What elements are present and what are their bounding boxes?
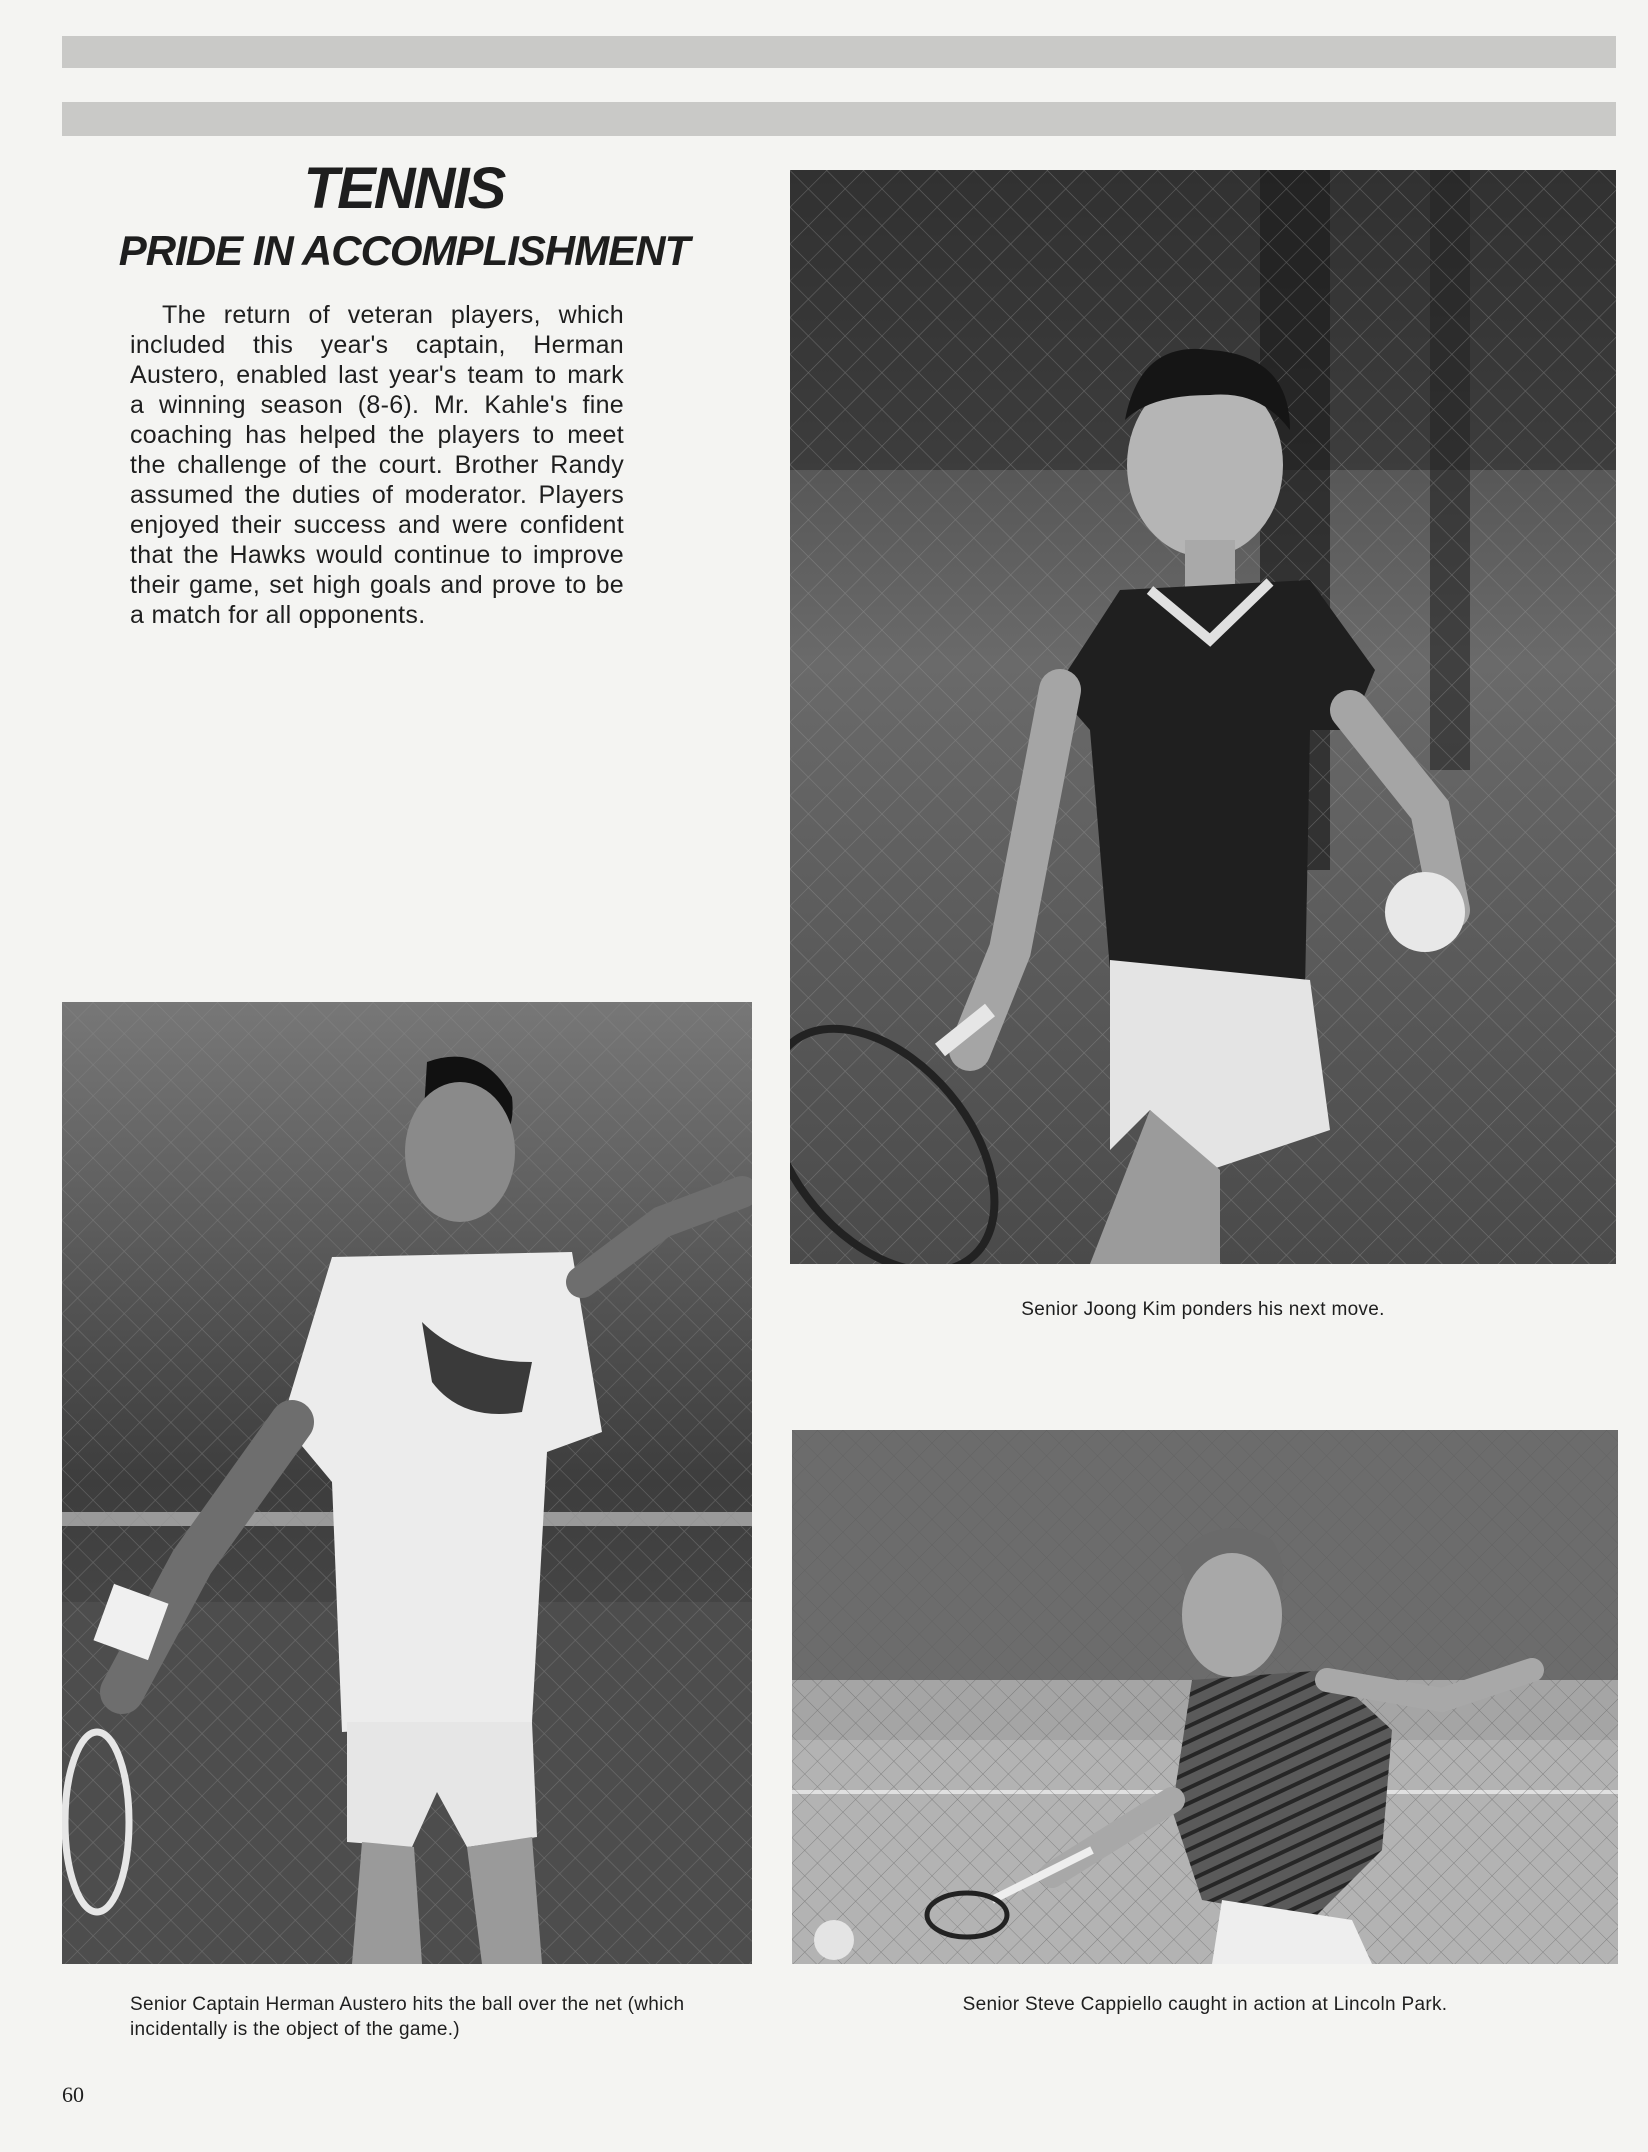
page-subtitle: PRIDE IN ACCOMPLISHMENT — [118, 227, 690, 274]
header-band-top — [62, 36, 1616, 68]
photo-herman-austero — [62, 1002, 752, 1964]
article-body: The return of veteran players, which included this year's captain, Herman Austero, enabled last year's team to mark a winning season (8-6). Mr. Kahle's fine coaching has helped the players to meet the challenge of the court. Brother Randy assumed the duties of moderator. Players enjoyed their success and were confident that the Hawks would continue to improve their game, set high goals and prove to be a match for all opponents. — [130, 301, 624, 629]
caption-joong-kim: Senior Joong Kim ponders his next move. — [1021, 1299, 1385, 1320]
photo-joong-kim — [790, 170, 1616, 1264]
page-title: TENNIS — [303, 156, 505, 221]
caption-herman-austero: Senior Captain Herman Austero hits the ball over the net (which incidentally is the object of the game.) — [130, 1994, 685, 2040]
caption-steve-cappiello: Senior Steve Cappiello caught in action at Lincoln Park. — [962, 1994, 1448, 2015]
page-number: 60 — [62, 2082, 84, 2107]
header-band-bottom — [62, 102, 1616, 136]
photo-steve-cappiello — [792, 1430, 1618, 1964]
